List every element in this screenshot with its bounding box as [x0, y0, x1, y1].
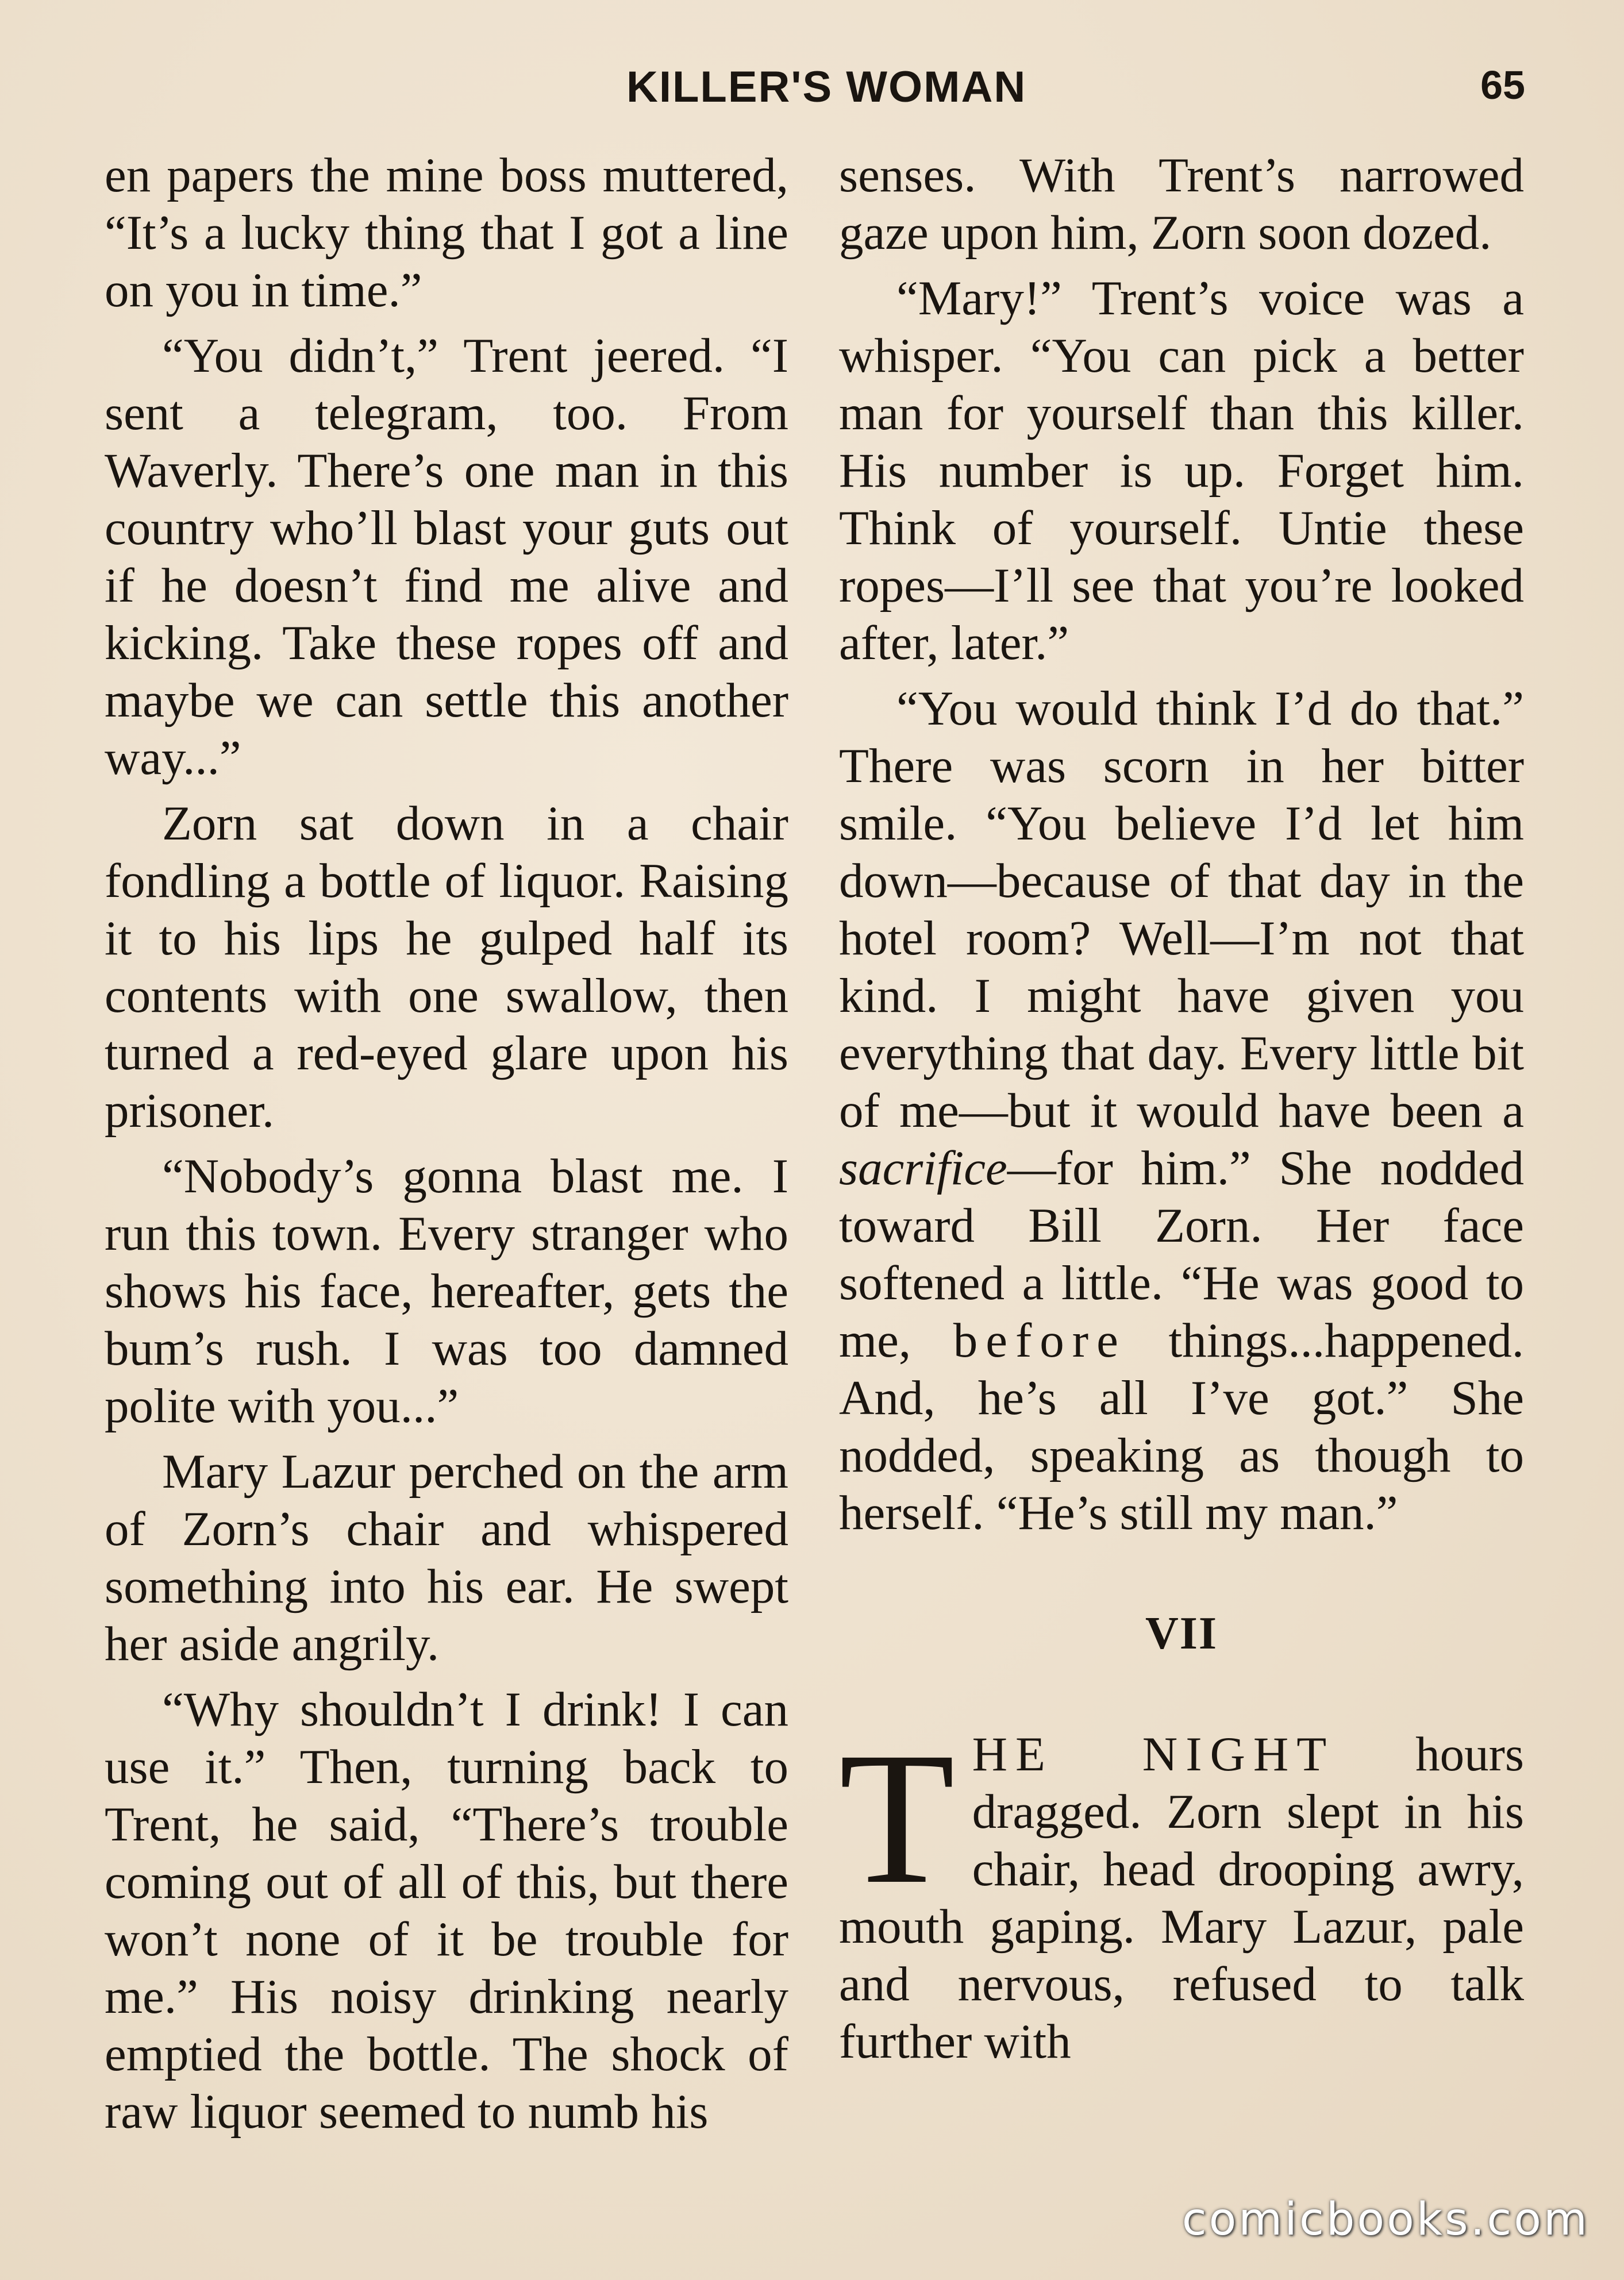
paragraph: en papers the mine boss muttered, “It’s a lucky thing that I got a line on you in time.” [105, 148, 788, 317]
paragraph [839, 1713, 1524, 2070]
smallcaps-lead: HE NIGHT [972, 1727, 1335, 1781]
paragraph: “Nobody’s gonna blast me. I run this town. Every stranger who shows his face, hereafter, gets the bum’s rush. I was too damned polite with you...” [105, 1149, 788, 1433]
chapter-heading: VII [1145, 1608, 1218, 1659]
page-header [0, 62, 1624, 120]
right-column [839, 147, 1524, 2078]
letterspaced-word: before [953, 1314, 1126, 1368]
paragraph: “Mary!” Trent’s voice was a whisper. “You can pick a better man for yourself than this killer. His number is up. Forget him. Think of yourself. Untie these ropes—I’ll see that you’re looked after, later.” [839, 271, 1524, 670]
left-column [105, 147, 788, 2148]
paragraph: Mary Lazur perched on the arm of Zorn’s chair and whispered something into his ear. He swept her aside angrily. [105, 1445, 788, 1671]
paragraph [839, 680, 1524, 1542]
text-run: things...happened. And, he’s all I’ve got.” She nodded, speaking as though to herself. “He’s still my man.” [839, 1314, 1524, 1540]
text-run: hours dragged. Zorn slept in his chair, head drooping awry, mouth gaping. Mary Lazur, pale and nervous, refused to talk further with [839, 1727, 1524, 2069]
watermark: comicbooks.com [1182, 2194, 1590, 2246]
paragraph: “Why shouldn’t I drink! I can use it.” Then, turning back to Trent, he said, “There’s trouble coming out of all of this, but there won’t none of it be trouble for me.” His noisy drinking nearly emptied the bottle. The shock of raw liquor seemed to numb his [105, 1682, 788, 2139]
drop-cap: T [839, 1713, 955, 1923]
italic-word: sacrifice [839, 1141, 1007, 1195]
text-run: “You would think I’d do that.” There was scorn in her bitter smile. “You believe I’d let him down—because of that day in the hotel room? Well—I’m not that kind. I might have given you everything that day. Every little bit of me—but it would have been a [839, 681, 1524, 1138]
paragraph: senses. With Trent’s narrowed gaze upon him, Zorn soon dozed. [839, 148, 1524, 260]
page-number: 65 [1480, 63, 1525, 107]
paragraph: “You didn’t,” Trent jeered. “I sent a telegram, too. From Waverly. There’s one man in this country who’ll blast your guts out if he doesn’t find me alive and kicking. Take these ropes off and maybe we can settle this another way...” [105, 329, 788, 785]
paragraph: Zorn sat down in a chair fondling a bottle of liquor. Raising it to his lips he gulped half its contents with one swallow, then turned a red-eyed glare upon his prisoner. [105, 796, 788, 1138]
text-run: —for him.” She nodded toward Bill Zorn. Her face softened a little. “He was good to me, [839, 1141, 1524, 1368]
running-head: KILLER'S WOMAN [626, 63, 1027, 111]
